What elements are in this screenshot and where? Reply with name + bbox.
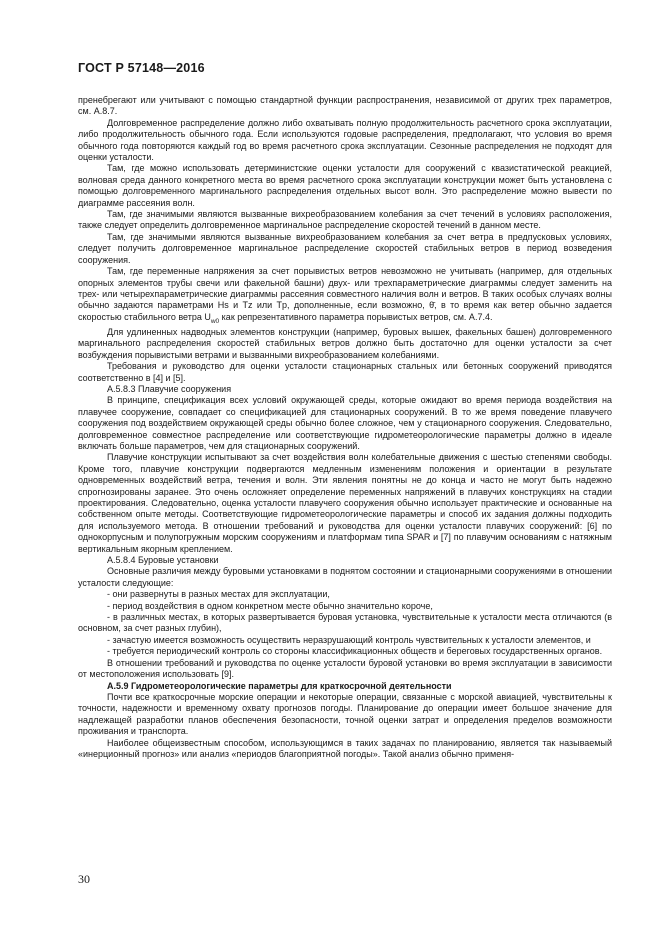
list-item: - период воздействия в одном конкретном месте обычно значительно короче, (107, 600, 433, 611)
paragraph: Долговременное распределение должно либо охватывать полную продолжительность расчетного срока эксплуатации, либо продолжительность обычного года. Если используются годовые распределения, предполагают, что условия во время обычного года повторяются каждый год во время расчетного срока эксплуатации. Сезонные распределения не подходят для оценки усталости. (78, 117, 612, 163)
section-heading: А.5.8.3 Плавучие сооружения (107, 383, 232, 394)
paragraph-text: как репрезентативного параметра порывистых ветров, см. А.7.4. (219, 311, 493, 322)
list-item: - зачастую имеется возможность осуществить неразрушающий контроль чувствительных к усталости элементов, и (107, 634, 591, 645)
paragraph: В принципе, спецификация всех условий окружающей среды, которые ожидают во время периода воздействия на плавучее сооружение, совпадает со спецификацией для стационарных сооружений. В то же время поведение плавучего сооружения под воздействием окружающей среды обычно более сложное, чем у стационарного сооружения. Следовательно, долговременное совместное распределение или соответствующие гидрометеорологические параметры должно в идеале включать больше параметров, чем для стационарных сооружений. (78, 395, 612, 451)
page-number: 30 (78, 872, 90, 886)
list-item: - они развернуты в разных местах для эксплуатации, (107, 589, 330, 600)
paragraph: В отношении требований и руководства по оценке усталости буровой установки во время эксплуатации в зависимости от местоположения использовать [9]. (78, 657, 612, 680)
paragraph: Основные различия между буровыми установками в поднятом состоянии и стационарными сооружениями в отношении усталости следующие: (78, 566, 612, 588)
paragraph: Там, где значимыми являются вызванные вихреобразованием колебания за счет ветра в предпусковых условиях, следует получить долговременное маргинальное распределение скоростей стабильных ветров в период возведения сооружения. (78, 231, 612, 265)
paragraph: пренебрегают или учитывают с помощью стандартной функции распространения, независимой от других трех параметров, см. А.8.7. (78, 95, 612, 117)
paragraph (78, 266, 612, 327)
section-heading: А.5.8.4 Буровые установки (107, 555, 219, 566)
paragraph: Наиболее общеизвестным способом, использующимся в таких задачах по планированию, является так называемый «инерционный прогноз» или анализ «периодов благоприятной погоды». Такой анализ обычно применя- (78, 737, 612, 759)
paragraph: Там, где значимыми являются вызванные вихреобразованием колебания за счет течений в условиях расположения, также следует определить долговременное маргинальное распределение скоростей течений в данном месте. (78, 209, 612, 231)
standard-header: ГОСТ Р 57148—2016 (78, 61, 205, 75)
paragraph: Там, где можно использовать детерминистские оценки усталости для сооружений с квазистатической реакцией, волновая среда данного конкретного места во время расчетного срока эксплуатации конструкции может быть установлена с помощью долговременного маргинального распределения отдельных высот волн. Это распределение можно вывести по диаграмме рассеяния волн. (78, 163, 612, 208)
list-item: - в различных местах, в которых развертывается буровая установка, чувствительные к усталости места отличаются (в основном, за счет разных глубин), (78, 612, 612, 634)
paragraph-text: Там, где переменные напряжения за счет порывистых ветров невозможно не учитывать (например, для отдельных опорных элементов трубы свечи или факельной башни) двух- или трехпараметрические диаграммы следует заменить на трех- или четырехпараметрические диаграммы рассеяния совместного наличия волн и ветров. В таких особых случаях волны обычно задаются параметрами Hs и Tz или Tp, дополненные, если возможно, θ̄, в то время как ветер обычно задается скоростью стабильного ветра U (78, 266, 612, 322)
paragraph: Почти все краткосрочные морские операции и некоторые операции, связанные с морской авиацией, чувствительны к точности, надежности и временному охвату прогнозов погоды. Планирование до операции имеет большое значение для надлежащей разработки планов обеспечения безопасности, точной оценки затрат и определения пределов возможности проживания и транспорта. (78, 691, 612, 737)
section-heading-bold: А.5.9 Гидрометеорологические параметры для краткосрочной деятельности (107, 680, 452, 691)
list-item: - требуется периодический контроль со стороны классификационных обществ и береговых государственных органов. (107, 646, 603, 657)
paragraph: Для удлиненных надводных элементов конструкции (например, буровых вышек, факельных башен) долговременного маргинального распределения скоростей стабильных ветров должно быть достаточно для оценки усталости за счет возбуждения порывистыми ветрами и вызванными вихреобразованием колебаниями. (78, 326, 612, 360)
subscript: w0 (210, 317, 220, 325)
paragraph: Требования и руководство для оценки усталости стационарных стальных или бетонных сооружений приводятся соответственно в [4] и [5]. (78, 361, 612, 383)
document-body (78, 95, 612, 760)
paragraph: Плавучие конструкции испытывают за счет воздействия волн колебательные движения с шестью степенями свободы. Кроме того, плавучие конструкции подвергаются медленным изменениям положения и ориентации в результате одновременных воздействий ветра, течения и волн. Эти явления понятны не до конца и часто не могут быть надежно спрогнозированы заранее. Это очень осложняет определение переменных напряжений в плавучих конструкциях на стадии проектирования. Следовательно, оценка усталости плавучего сооружения обычно использует практические и основанные на собственном опыте методы. Соответствующие гидрометеорологические параметры и способ их задания должны подходить для используемого метода. В отношении требований и руководства для оценки усталости плавучих сооружений: [6] по однокорпусным и полупогружным морским сооружениям и платформам типа SPAR и [7] по плавучим основаниям с натяжным вертикальным якорным креплением. (78, 452, 612, 554)
